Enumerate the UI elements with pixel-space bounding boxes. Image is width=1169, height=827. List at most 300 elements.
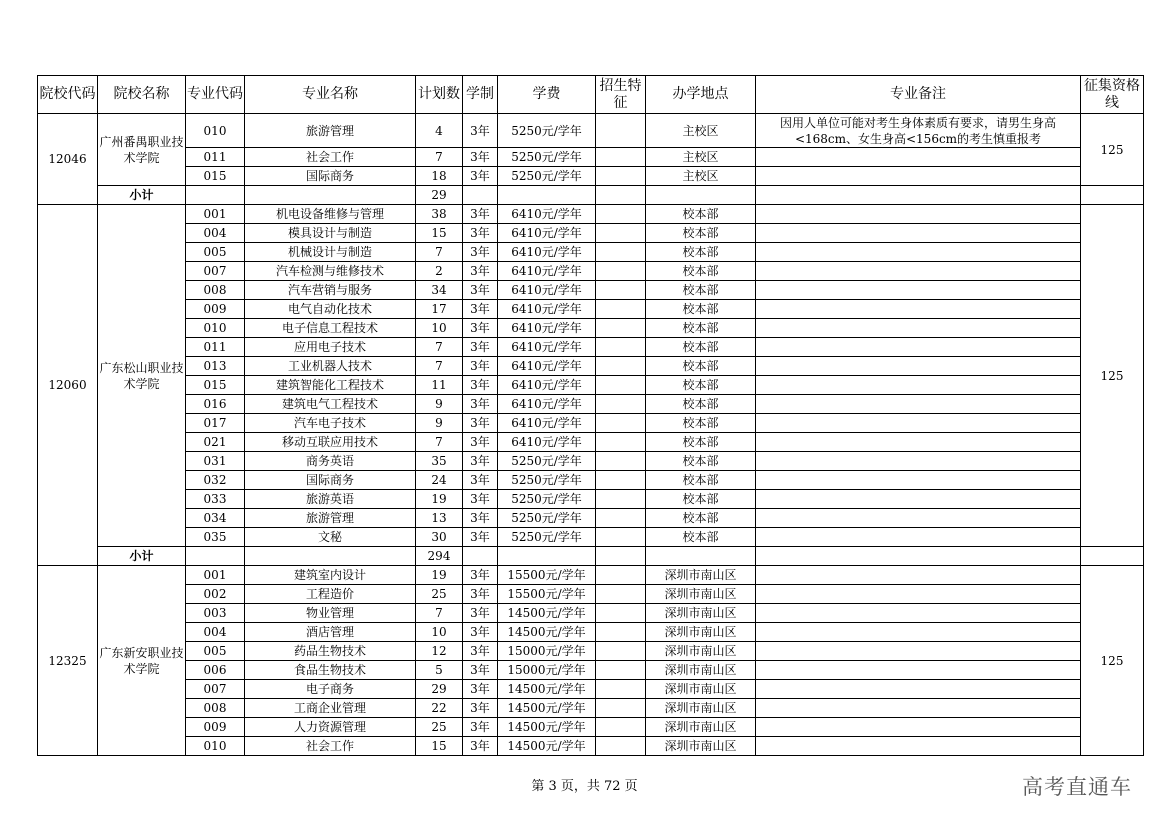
table-row [38,243,1144,262]
plan-cell: 7 [416,148,463,167]
plan-cell: 18 [416,167,463,186]
fee-cell: 5250元/学年 [498,528,596,547]
major-code-cell: 010 [186,319,245,338]
header-location: 办学地点 [646,76,756,114]
page-number: 第 3 页，共 72 页 [531,779,638,794]
header-major-name: 专业名称 [245,76,416,114]
fee-cell: 15000元/学年 [498,661,596,680]
school-name-cell: 广东新安职业技术学院 [98,566,186,756]
duration-cell: 3年 [463,585,498,604]
table-row [38,414,1144,433]
duration-cell: 3年 [463,699,498,718]
table-body [38,114,1144,756]
subtotal-empty [756,186,1081,205]
location-cell: 深圳市南山区 [646,623,756,642]
fee-cell: 14500元/学年 [498,680,596,699]
feature-cell [596,680,646,699]
feature-cell [596,395,646,414]
feature-cell [596,604,646,623]
location-cell: 深圳市南山区 [646,737,756,756]
location-cell: 校本部 [646,509,756,528]
remark-cell [756,699,1081,718]
subtotal-empty [1081,186,1144,205]
table-row [38,737,1144,756]
major-code-cell: 015 [186,167,245,186]
feature-cell [596,262,646,281]
table-row [38,205,1144,224]
remark-cell [756,395,1081,414]
school-code-cell: 12060 [38,205,98,566]
major-code-cell: 015 [186,376,245,395]
location-cell: 校本部 [646,395,756,414]
location-cell: 深圳市南山区 [646,566,756,585]
subtotal-empty [245,547,416,566]
table-row [38,357,1144,376]
major-name-cell: 国际商务 [245,471,416,490]
table-row [38,114,1144,148]
major-name-cell: 建筑智能化工程技术 [245,376,416,395]
location-cell: 校本部 [646,205,756,224]
duration-cell: 3年 [463,642,498,661]
duration-cell: 3年 [463,224,498,243]
remark-cell [756,262,1081,281]
fee-cell: 6410元/学年 [498,224,596,243]
major-name-cell: 食品生物技术 [245,661,416,680]
subtotal-empty [596,186,646,205]
fee-cell: 6410元/学年 [498,300,596,319]
duration-cell: 3年 [463,623,498,642]
feature-cell [596,414,646,433]
duration-cell: 3年 [463,338,498,357]
location-cell: 主校区 [646,167,756,186]
fee-cell: 14500元/学年 [498,699,596,718]
major-code-cell: 008 [186,699,245,718]
school-name-cell: 广州番禺职业技术学院 [98,114,186,186]
major-code-cell: 011 [186,148,245,167]
subtotal-empty [463,547,498,566]
remark-cell [756,300,1081,319]
subtotal-value: 29 [416,186,463,205]
major-name-cell: 社会工作 [245,737,416,756]
table-row [38,300,1144,319]
table-row [38,585,1144,604]
major-code-cell: 008 [186,281,245,300]
duration-cell: 3年 [463,205,498,224]
major-code-cell: 031 [186,452,245,471]
plan-cell: 7 [416,357,463,376]
remark-cell [756,718,1081,737]
feature-cell [596,737,646,756]
remark-cell [756,281,1081,300]
remark-cell [756,604,1081,623]
feature-cell [596,718,646,737]
location-cell: 校本部 [646,452,756,471]
subtotal-label: 小计 [98,186,186,205]
duration-cell: 3年 [463,490,498,509]
table-row [38,262,1144,281]
table-row [38,338,1144,357]
duration-cell: 3年 [463,281,498,300]
fee-cell: 14500元/学年 [498,718,596,737]
fee-cell: 6410元/学年 [498,205,596,224]
feature-cell [596,148,646,167]
fee-cell: 6410元/学年 [498,338,596,357]
location-cell: 校本部 [646,490,756,509]
major-code-cell: 032 [186,471,245,490]
major-code-cell: 005 [186,243,245,262]
major-name-cell: 文秘 [245,528,416,547]
plan-cell: 11 [416,376,463,395]
plan-cell: 15 [416,737,463,756]
plan-cell: 15 [416,224,463,243]
remark-cell [756,224,1081,243]
header-plan: 计划数 [416,76,463,114]
subtotal-empty [245,186,416,205]
plan-cell: 19 [416,566,463,585]
feature-cell [596,699,646,718]
feature-cell [596,528,646,547]
fee-cell: 5250元/学年 [498,490,596,509]
major-code-cell: 009 [186,718,245,737]
duration-cell: 3年 [463,319,498,338]
plan-cell: 5 [416,661,463,680]
fee-cell: 5250元/学年 [498,471,596,490]
plan-cell: 7 [416,433,463,452]
location-cell: 深圳市南山区 [646,642,756,661]
fee-cell: 14500元/学年 [498,623,596,642]
duration-cell: 3年 [463,148,498,167]
major-code-cell: 001 [186,205,245,224]
table-row [38,718,1144,737]
table-row [38,642,1144,661]
remark-cell [756,452,1081,471]
plan-cell: 38 [416,205,463,224]
table-row [38,566,1144,585]
subtotal-empty [646,547,756,566]
fee-cell: 15000元/学年 [498,642,596,661]
plan-cell: 12 [416,642,463,661]
location-cell: 深圳市南山区 [646,585,756,604]
plan-cell: 24 [416,471,463,490]
plan-cell: 10 [416,623,463,642]
subtotal-empty [596,547,646,566]
table-row [38,471,1144,490]
fee-cell: 14500元/学年 [498,604,596,623]
feature-cell [596,471,646,490]
remark-cell [756,414,1081,433]
table-row [38,224,1144,243]
feature-cell [596,452,646,471]
location-cell: 主校区 [646,148,756,167]
major-name-cell: 旅游管理 [245,509,416,528]
major-code-cell: 013 [186,357,245,376]
major-name-cell: 酒店管理 [245,623,416,642]
header-duration: 学制 [463,76,498,114]
header-school-name: 院校名称 [98,76,186,114]
duration-cell: 3年 [463,509,498,528]
fee-cell: 6410元/学年 [498,414,596,433]
duration-cell: 3年 [463,167,498,186]
duration-cell: 3年 [463,243,498,262]
major-name-cell: 建筑电气工程技术 [245,395,416,414]
subtotal-label: 小计 [98,547,186,566]
duration-cell: 3年 [463,566,498,585]
cutoff-cell: 125 [1081,114,1144,186]
subtotal-row [38,547,1144,566]
plan-cell: 25 [416,718,463,737]
remark-cell [756,433,1081,452]
enrollment-table [37,75,1144,756]
fee-cell: 6410元/学年 [498,243,596,262]
plan-cell: 22 [416,699,463,718]
remark-cell [756,205,1081,224]
table-row [38,490,1144,509]
major-code-cell: 034 [186,509,245,528]
location-cell: 校本部 [646,281,756,300]
major-name-cell: 电气自动化技术 [245,300,416,319]
feature-cell [596,357,646,376]
plan-cell: 4 [416,114,463,148]
cutoff-cell: 125 [1081,205,1144,547]
duration-cell: 3年 [463,433,498,452]
watermark: 高考直通车 [1022,775,1132,799]
remark-cell [756,357,1081,376]
school-code-cell: 12046 [38,114,98,205]
fee-cell: 6410元/学年 [498,376,596,395]
feature-cell [596,243,646,262]
location-cell: 深圳市南山区 [646,680,756,699]
table-row [38,528,1144,547]
major-name-cell: 汽车营销与服务 [245,281,416,300]
remark-cell [756,243,1081,262]
plan-cell: 7 [416,604,463,623]
major-name-cell: 商务英语 [245,452,416,471]
major-code-cell: 010 [186,114,245,148]
major-name-cell: 机械设计与制造 [245,243,416,262]
location-cell: 深圳市南山区 [646,661,756,680]
table-row [38,376,1144,395]
major-name-cell: 机电设备维修与管理 [245,205,416,224]
feature-cell [596,319,646,338]
duration-cell: 3年 [463,680,498,699]
feature-cell [596,623,646,642]
plan-cell: 7 [416,338,463,357]
plan-cell: 34 [416,281,463,300]
subtotal-empty [463,186,498,205]
location-cell: 校本部 [646,224,756,243]
subtotal-value: 294 [416,547,463,566]
header-fee: 学费 [498,76,596,114]
fee-cell: 6410元/学年 [498,433,596,452]
subtotal-empty [498,547,596,566]
plan-cell: 7 [416,243,463,262]
major-code-cell: 001 [186,566,245,585]
fee-cell: 15500元/学年 [498,585,596,604]
table-row [38,281,1144,300]
remark-cell [756,680,1081,699]
major-code-cell: 011 [186,338,245,357]
remark-cell [756,623,1081,642]
location-cell: 深圳市南山区 [646,604,756,623]
fee-cell: 6410元/学年 [498,357,596,376]
major-code-cell: 007 [186,262,245,281]
major-name-cell: 汽车检测与维修技术 [245,262,416,281]
remark-cell [756,737,1081,756]
feature-cell [596,300,646,319]
duration-cell: 3年 [463,376,498,395]
remark-cell [756,167,1081,186]
major-name-cell: 建筑室内设计 [245,566,416,585]
plan-cell: 19 [416,490,463,509]
remark-cell [756,319,1081,338]
major-name-cell: 电子信息工程技术 [245,319,416,338]
major-name-cell: 国际商务 [245,167,416,186]
fee-cell: 5250元/学年 [498,114,596,148]
subtotal-empty [756,547,1081,566]
school-code-cell: 12325 [38,566,98,756]
plan-cell: 10 [416,319,463,338]
table-row [38,623,1144,642]
major-code-cell: 002 [186,585,245,604]
header-school-code: 院校代码 [38,76,98,114]
fee-cell: 5250元/学年 [498,452,596,471]
subtotal-empty [1081,547,1144,566]
table-row [38,604,1144,623]
table-row [38,661,1144,680]
plan-cell: 17 [416,300,463,319]
remark-cell [756,566,1081,585]
fee-cell: 5250元/学年 [498,509,596,528]
duration-cell: 3年 [463,414,498,433]
major-code-cell: 006 [186,661,245,680]
remark-cell [756,471,1081,490]
major-name-cell: 工程造价 [245,585,416,604]
fee-cell: 5250元/学年 [498,148,596,167]
major-code-cell: 017 [186,414,245,433]
remark-cell [756,148,1081,167]
feature-cell [596,114,646,148]
remark-cell [756,490,1081,509]
table-row [38,452,1144,471]
feature-cell [596,433,646,452]
duration-cell: 3年 [463,114,498,148]
duration-cell: 3年 [463,661,498,680]
major-name-cell: 移动互联应用技术 [245,433,416,452]
plan-cell: 29 [416,680,463,699]
major-name-cell: 电子商务 [245,680,416,699]
remark-cell [756,642,1081,661]
location-cell: 校本部 [646,376,756,395]
feature-cell [596,490,646,509]
major-code-cell: 003 [186,604,245,623]
plan-cell: 9 [416,414,463,433]
table-row [38,509,1144,528]
location-cell: 校本部 [646,243,756,262]
major-name-cell: 模具设计与制造 [245,224,416,243]
location-cell: 校本部 [646,262,756,281]
duration-cell: 3年 [463,737,498,756]
major-name-cell: 旅游英语 [245,490,416,509]
duration-cell: 3年 [463,471,498,490]
major-code-cell: 007 [186,680,245,699]
feature-cell [596,585,646,604]
fee-cell: 14500元/学年 [498,737,596,756]
duration-cell: 3年 [463,395,498,414]
cutoff-cell: 125 [1081,566,1144,756]
location-cell: 校本部 [646,319,756,338]
major-name-cell: 工商企业管理 [245,699,416,718]
remark-cell [756,509,1081,528]
feature-cell [596,338,646,357]
duration-cell: 3年 [463,718,498,737]
duration-cell: 3年 [463,452,498,471]
feature-cell [596,661,646,680]
subtotal-empty [186,186,245,205]
table-row [38,319,1144,338]
location-cell: 校本部 [646,300,756,319]
location-cell: 校本部 [646,471,756,490]
major-name-cell: 人力资源管理 [245,718,416,737]
header-cutoff: 征集资格线 [1081,76,1144,114]
plan-cell: 30 [416,528,463,547]
remark-cell [756,585,1081,604]
duration-cell: 3年 [463,604,498,623]
fee-cell: 6410元/学年 [498,319,596,338]
remark-cell: 因用人单位可能对考生身体素质有要求，请男生身高<168cm、女生身高<156cm的考生慎重报考 [756,114,1081,148]
fee-cell: 5250元/学年 [498,167,596,186]
remark-cell [756,661,1081,680]
fee-cell: 6410元/学年 [498,395,596,414]
major-name-cell: 旅游管理 [245,114,416,148]
subtotal-empty [186,547,245,566]
subtotal-row [38,186,1144,205]
fee-cell: 6410元/学年 [498,262,596,281]
major-code-cell: 004 [186,224,245,243]
major-code-cell: 021 [186,433,245,452]
location-cell: 校本部 [646,357,756,376]
location-cell: 校本部 [646,414,756,433]
header-remarks: 专业备注 [756,76,1081,114]
location-cell: 主校区 [646,114,756,148]
plan-cell: 2 [416,262,463,281]
major-code-cell: 005 [186,642,245,661]
table-row [38,395,1144,414]
feature-cell [596,642,646,661]
feature-cell [596,167,646,186]
feature-cell [596,566,646,585]
plan-cell: 9 [416,395,463,414]
duration-cell: 3年 [463,357,498,376]
header-row [38,76,1144,114]
fee-cell: 6410元/学年 [498,281,596,300]
table-row [38,680,1144,699]
feature-cell [596,509,646,528]
major-code-cell: 004 [186,623,245,642]
location-cell: 校本部 [646,528,756,547]
location-cell: 深圳市南山区 [646,718,756,737]
major-code-cell: 033 [186,490,245,509]
major-name-cell: 工业机器人技术 [245,357,416,376]
plan-cell: 25 [416,585,463,604]
subtotal-empty [646,186,756,205]
plan-cell: 13 [416,509,463,528]
major-name-cell: 社会工作 [245,148,416,167]
table-row [38,433,1144,452]
feature-cell [596,224,646,243]
major-code-cell: 010 [186,737,245,756]
header-feature: 招生特征 [596,76,646,114]
plan-cell: 35 [416,452,463,471]
